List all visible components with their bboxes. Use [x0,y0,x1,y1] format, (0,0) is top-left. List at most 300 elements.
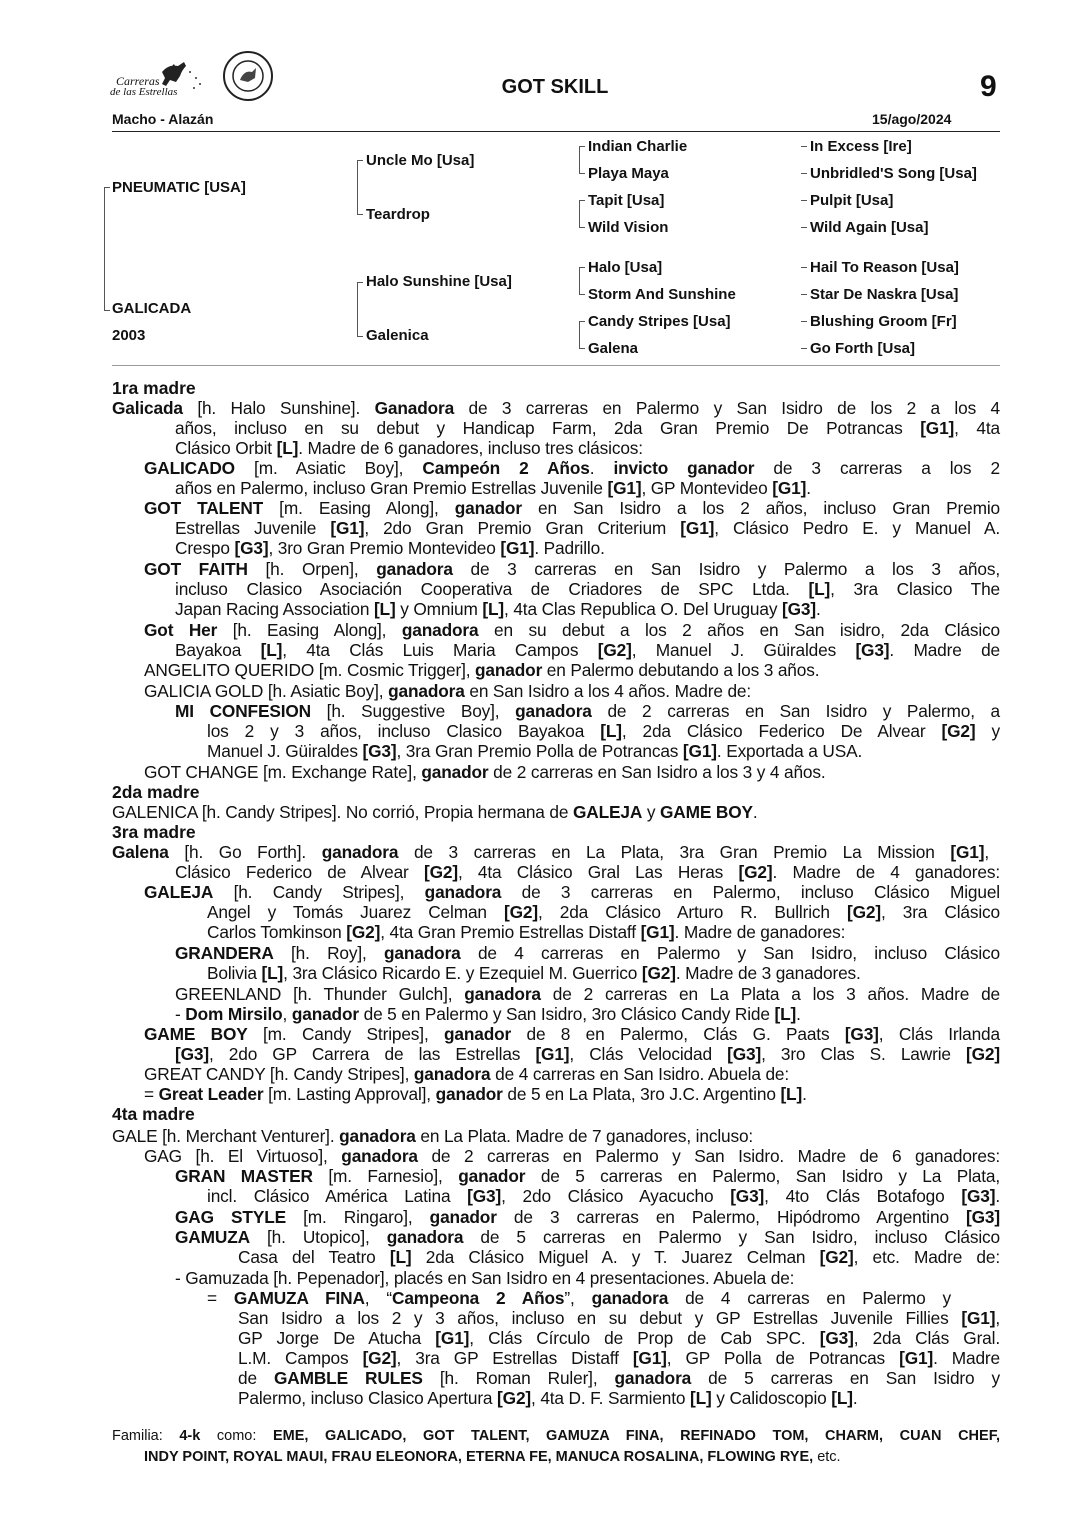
text-run: ganador [475,660,543,680]
text-run: [G1] [899,1348,934,1368]
text-run: [G1] [640,922,675,942]
text-run: 2da Clásico Miguel A. y T. Juarez Celman [411,1247,820,1267]
text-run: [G2] [346,922,381,942]
record-line [207,1288,951,1308]
horse-name: GOT SKILL [501,76,609,98]
dam-year: 2003 [112,327,146,344]
g4-3: Pulpit [Usa] [810,192,894,209]
text-run: 4-k [179,1428,201,1444]
text-run: incluso Clasico Asociación Cooperativa de Criadores de SPC Ltda. [175,579,809,599]
sex-color: Macho - Alazán [112,111,214,127]
text-run: en su debut a los 2 años en San isidro, 2da Clásico [478,620,1000,640]
text-run: GRANDERA [175,943,274,963]
g4-7: Blushing Groom [Fr] [810,313,957,330]
text-run: , Clás Irlanda [878,1024,1000,1044]
text-run: años, incluso en su debut y Handicap Farm, 2da Gran Premio De Potrancas [175,418,921,438]
text-run: [L] [482,599,505,619]
logo-subtext: de las Estrellas [110,86,178,98]
text-run: los 2 y 3 años, incluso Clasico Bayakoa [207,721,601,741]
text-run: [G1] [435,1328,470,1348]
text-run: , 4ta Clás Luis Maria Campos [282,640,598,660]
text-run: [G2] [504,902,538,922]
g4-8: Go Forth [Usa] [810,340,915,357]
text-run: [m. Asiatic Boy], [234,458,423,478]
record-line [175,1207,1000,1227]
record-line [238,1308,1000,1328]
text-run: [G3] [175,1044,209,1064]
text-run: ganadora [376,559,453,579]
sire: PNEUMATIC [USA] [112,179,246,196]
text-run: ganadora [341,1146,418,1166]
sire-dam: Teardrop [366,206,430,223]
section-1ra-madre: 1ra madre [112,378,196,398]
text-run: Carlos Tomkinson [207,922,347,942]
text-run: [m. Ringaro], [285,1207,430,1227]
record-line [144,620,1000,640]
record-line [144,1024,1000,1044]
text-run: [G2] [497,1388,532,1408]
record-line [207,902,1000,922]
g3-3: Tapit [Usa] [588,192,665,209]
text-run: [G2] [738,862,773,882]
text-run: de 3 carreras en Palermo y San Isidro de los 2 a los 4 [454,398,1000,418]
text-run: GALICADO [144,458,235,478]
g4-6: Star De Naskra [Usa] [810,286,959,303]
text-run: de 2 carreras en La Plata a los 3 años. Madre de [540,984,1000,1004]
record-line [175,701,1000,721]
text-run: de 4 carreras en Palermo y [668,1288,951,1308]
text-run: Angel y Tomás Juarez Celman [207,902,504,922]
text-run: etc. [813,1449,841,1465]
text-run: [G3] [467,1186,502,1206]
text-run: Palermo, incluso Clasico Apertura [238,1388,498,1408]
text-run: Bayakoa [175,640,261,660]
text-run: ganadora [614,1368,692,1388]
g3-5: Halo [Usa] [588,259,663,276]
record-line [175,438,643,458]
text-run: . Exportada a USA. [716,741,863,761]
dam-dam: Galenica [366,327,429,344]
record-line [144,1084,807,1104]
record-line [238,1368,1000,1388]
text-run: GAME BOY [144,1024,248,1044]
text-run: , 2da Clásico Federico De Alvear [621,721,942,741]
text-run: . [589,458,614,478]
text-run: [m. Candy Stripes], [247,1024,444,1044]
g3-7: Candy Stripes [Usa] [588,313,731,330]
text-run: [G2] [423,862,458,882]
record-line [175,984,1000,1004]
text-run: [m. Farnesio], [312,1166,459,1186]
record-line [144,498,1000,518]
text-run: [G1] [632,1348,667,1368]
text-run: de 3 carreras en Palermo, Hipódromo Argentino [496,1207,967,1227]
record-line [175,538,605,558]
text-run: [h. Roy], [273,943,385,963]
text-run: [G3] [730,1186,765,1206]
text-run: . [995,1186,1000,1206]
text-run: . Madre de 3 ganadores. [675,963,861,983]
text-run: ganador [443,1024,512,1044]
text-run: [h. Go Forth]. [168,842,322,862]
section-4ta-madre: 4ta madre [112,1104,195,1124]
text-run: en San Isidro a los 4 años. Madre de: [464,681,752,701]
text-run: , 4ta D. F. Sarmiento [531,1388,691,1408]
text-run: y [975,721,1000,741]
text-run: invicto ganador [613,458,755,478]
text-run: [L] [389,1247,412,1267]
text-run: . [815,599,821,619]
text-run: GAME BOY [660,802,753,822]
text-run: de 3 carreras en San Isidro y Palermo a los 3 años, [452,559,1000,579]
text-run: [L] [276,438,299,458]
text-run: GALE [h. Merchant Venturer]. [112,1126,340,1146]
text-run: - [175,1004,186,1024]
text-run: [L] [600,721,622,741]
record-line [175,1268,794,1288]
text-run: , 4to Clás Botafogo [764,1186,962,1206]
text-run: , etc. Madre de: [853,1247,1001,1267]
text-run: Got Her [144,620,218,640]
g4-2: Unbridled'S Song [Usa] [810,165,977,182]
record-line [112,1126,753,1146]
text-run: , 3ro Clas S. Lawrie [761,1044,967,1064]
text-run: [m. Lasting Approval], [263,1084,436,1104]
text-run: [G2] [819,1247,854,1267]
text-run: GAMUZA FINA [233,1288,365,1308]
text-run: en La Plata. Madre de 7 ganadores, incluso: [415,1126,754,1146]
g4-4: Wild Again [Usa] [810,219,929,236]
record-line [175,640,1000,660]
text-run: años en Palermo, incluso Gran Premio Estrellas Juvenile [175,478,608,498]
text-run: Ganadora [374,398,455,418]
text-run: [G1] [330,518,365,538]
text-run: [h. Suggestive Boy], [310,701,516,721]
text-run: , 3ra Clasico The [830,579,1000,599]
text-run: . Madre de 6 ganadores, incluso tres clásicos: [298,438,643,458]
g3-2: Playa Maya [588,165,669,182]
text-run: , GP Polla de Potrancas [666,1348,900,1368]
text-run: ganadora [591,1288,669,1308]
text-run: Great Leader [158,1084,264,1104]
text-run: Japan Racing Association [175,599,374,619]
text-run: [h. Easing Along], [217,620,402,640]
record-line [144,559,1000,579]
text-run: [h. Orpen], [247,559,377,579]
text-run: de 4 carreras en Palermo y San Isidro, incluso Clásico [460,943,1000,963]
text-run: ganador [291,1004,359,1024]
sire-sire: Uncle Mo [Usa] [366,152,475,169]
text-run: , 2do Gran Premio Gran Criterium [364,518,681,538]
text-run: ganadora [401,620,479,640]
record-line [207,741,862,761]
text-run: [G3] [966,1207,1000,1227]
record-line [175,518,1000,538]
text-run: [L] [780,1084,803,1104]
logo-text: Carreras [116,74,160,88]
text-run: , 4ta Gran Premio Estrellas Distaff [380,922,641,942]
text-run: = [207,1288,234,1308]
text-run: [G3] [727,1044,762,1064]
text-run: [G2] [597,640,632,660]
text-run: de 4 carreras en San Isidro. Abuela de: [490,1064,790,1084]
record-line [175,943,1000,963]
text-run: Estrellas Juvenile [175,518,331,538]
text-run: de 3 carreras en La Plata, 3ra Gran Premio La Mission [398,842,951,862]
text-run: , 4ta Clas Republica O. Del Uruguay [504,599,782,619]
text-run: [m. Easing Along], [263,498,455,518]
text-run: GAG [h. El Virtuoso], [144,1146,342,1166]
section-3ra-madre: 3ra madre [112,822,196,842]
text-run: GALEJA [144,882,214,902]
text-run: GAG STYLE [175,1207,286,1227]
record-line [175,599,821,619]
text-run: [h. Roman Ruler], [422,1368,615,1388]
text-run: de 5 carreras en Palermo y San Isidro, incluso Clásico [463,1227,1000,1247]
text-run: [G1] [950,842,985,862]
text-run: [L] [808,579,831,599]
text-run: ganadora [413,1064,491,1084]
g3-8: Galena [588,340,639,357]
record-line [175,862,1000,882]
record-line [144,458,1000,478]
text-run: Manuel J. Güiraldes [207,741,363,761]
text-run: GP Jorge De Atucha [238,1328,436,1348]
text-run: GREENLAND [h. Thunder Gulch], [175,984,465,1004]
text-run: Bolivia [207,963,262,983]
text-run: [L] [260,640,283,660]
text-run: , 3ra Clásico Ricardo E. y Ezequiel M. Guerrico [283,963,642,983]
text-run: Clásico Orbit [175,438,277,458]
text-run: [G3] [362,741,397,761]
text-run: de 5 carreras en San Isidro y [691,1368,1000,1388]
text-run: de 2 carreras en San Isidro y Palermo, a [591,701,1001,721]
text-run: , 3ro Gran Premio Montevideo [268,538,501,558]
family-line [144,1449,841,1465]
text-run: , 2do GP Carrera de las Estrellas [208,1044,536,1064]
text-run: MI CONFESION [175,701,311,721]
record-line [112,802,758,822]
record-line [207,721,1000,741]
text-run: ganador [435,1084,503,1104]
g4-5: Hail To Reason [Usa] [810,259,959,276]
text-run: GOT TALENT [144,498,264,518]
record-line [144,660,819,680]
text-run: Galicada [112,398,183,418]
text-run: . [852,1388,858,1408]
text-run: ganadora [386,1227,464,1247]
text-run: de 2 carreras en San Isidro a los 3 y 4 años. [488,762,826,782]
text-run: Campeona 2 Años [391,1288,565,1308]
text-run: incl. Clásico América Latina [207,1186,468,1206]
text-run: ganadora [515,701,592,721]
text-run: [G2] [362,1348,397,1368]
sale-date: 15/ago/2024 [872,111,952,127]
text-run: , Clásico Pedro E. y Manuel A. [714,518,1000,538]
text-run: , 4ta [954,418,1000,438]
text-run: Familia: [112,1428,180,1444]
text-run: [G3] [844,1024,879,1044]
text-run: GOT CHANGE [m. Exchange Rate], [144,762,422,782]
text-run: Galena [112,842,169,862]
text-run: L.M. Campos [238,1348,363,1368]
text-run: ganadora [424,882,502,902]
text-run: ganadora [339,1126,416,1146]
text-run: INDY POINT, ROYAL MAUI, FRAU ELEONORA, ETERNA FE, MANUCA ROSALINA, FLOWING RYE, [144,1449,814,1465]
text-run: ”, [564,1288,592,1308]
text-run: , 2do Clásico Ayacucho [501,1186,731,1206]
family-line [112,1428,1000,1444]
text-run: ganador [454,498,522,518]
text-run: de 8 en Palermo, Clás G. Paats [511,1024,845,1044]
record-line [238,1328,1000,1348]
text-run: San Isidro a los 2 y 3 años, incluso en su debut y GP Estrellas Juvenile Fillies [238,1308,962,1328]
text-run: - Gamuzada [h. Pepenador], placés en San Isidro en 4 presentaciones. Abuela de: [175,1268,795,1288]
text-run: GRAN MASTER [175,1166,313,1186]
text-run: ganadora [384,943,461,963]
record-line [175,1004,801,1024]
text-run: , GP Montevideo [641,478,773,498]
text-run: EME, GALICADO, GOT TALENT, GAMUZA FINA, REFINADO TOM, CHARM, CUAN CHEF, [272,1428,1000,1444]
text-run: ganador [458,1166,526,1186]
record-line [175,478,811,498]
dam-sire: Halo Sunshine [Usa] [366,273,512,290]
text-run: ganador [429,1207,497,1227]
text-run: como: [200,1428,273,1444]
g4-1: In Excess [Ire] [810,138,912,155]
header-divider [112,131,1000,132]
text-run: ANGELITO QUERIDO [m. Cosmic Trigger], [144,660,476,680]
record-line [238,1247,1000,1267]
text-run: ganadora [321,842,399,862]
text-run: de 5 en Palermo y San Isidro, 3ro Clásico Candy Ride [358,1004,775,1024]
record-line [144,681,751,701]
record-line [144,1146,1000,1166]
record-line [144,1064,789,1084]
text-run: [G2] [641,963,676,983]
text-run: en San Isidro a los 2 años, incluso Gran Premio [521,498,1000,518]
text-run: GALEJA [573,802,643,822]
section-2da-madre: 2da madre [112,782,200,802]
record-line [175,1166,1000,1186]
text-run: , [995,1308,1000,1328]
g3-1: Indian Charlie [588,138,688,155]
record-line [207,963,861,983]
text-run: [L] [690,1388,712,1408]
text-run: , 2da Clás Gral. [853,1328,1000,1348]
text-run: Casa del Teatro [238,1247,390,1267]
text-run: . Madre de 4 ganadores: [772,862,1000,882]
text-run: . [796,1004,801,1024]
text-run: . [752,802,758,822]
text-run: de 5 en La Plata, 3ro J.C. Argentino [502,1084,781,1104]
text-run: [G1] [535,1044,570,1064]
text-run: , 3ra Gran Premio Polla de Potrancas [396,741,683,761]
text-run: [G1] [607,478,642,498]
text-run: . [802,1084,807,1104]
text-run: de 2 carreras en Palermo y San Isidro. Madre de 6 ganadores: [417,1146,1000,1166]
record-line [175,1044,1000,1064]
text-run: Campeón 2 Años [422,458,590,478]
text-run: [G1] [772,478,807,498]
text-run: [G1] [500,538,535,558]
text-run: . Madre [933,1348,1000,1368]
text-run: [G3] [234,538,269,558]
text-run: , [282,1004,292,1024]
lot-number: 9 [980,70,997,103]
record-line [175,579,1000,599]
text-run: ganadora [464,984,541,1004]
dam: GALICADA [112,300,192,317]
text-run: [G1] [920,418,955,438]
text-run: [h. Utopico], [249,1227,387,1247]
text-run: de 3 carreras a los 2 [754,458,1000,478]
text-run: . [806,478,811,498]
text-run: y Omnium [395,599,483,619]
text-run: [L] [373,599,396,619]
text-run: de [238,1368,274,1388]
text-run: . Padrillo. [534,538,605,558]
text-run: . Madre de [889,640,1000,660]
record-line [175,1227,1000,1247]
text-run: [G2] [941,721,976,741]
record-line [238,1348,1000,1368]
text-run: GREAT CANDY [h. Candy Stripes], [144,1064,414,1084]
text-run: GOT FAITH [144,559,248,579]
record-line [144,762,826,782]
record-line [144,882,1000,902]
text-run: , 2da Clásico Arturo R. Bullrich [537,902,847,922]
text-run: , Clás Velocidad [569,1044,728,1064]
text-run: . Madre de ganadores: [674,922,846,942]
text-run: en Palermo debutando a los 3 años. [542,660,820,680]
text-run: y [642,802,660,822]
text-run: Dom Mirsilo [185,1004,283,1024]
text-run: [G1] [682,741,717,761]
g3-6: Storm And Sunshine [588,286,736,303]
text-run: GAMUZA [175,1227,250,1247]
text-run: ganadora [388,681,465,701]
record-line [112,842,989,862]
text-run: [L] [831,1388,853,1408]
text-run: GALICIA GOLD [h. Asiatic Boy], [144,681,389,701]
text-run: , Clás Círculo de Prop de Cab SPC. [469,1328,820,1348]
text-run: [L] [774,1004,797,1024]
text-run: , Manuel J. Güiraldes [631,640,856,660]
text-run: [G2] [847,902,881,922]
text-run: [G3] [819,1328,854,1348]
text-run: [G3] [782,599,816,619]
text-run: , 3ra Clásico [880,902,1001,922]
text-run: [h. Candy Stripes], [213,882,425,902]
pedigree-divider [112,365,1000,366]
text-run: , “ [364,1288,392,1308]
text-run: de 5 carreras en Palermo, San Isidro y La Plata, [525,1166,1001,1186]
record-line [207,922,845,942]
text-run: , 4ta Clásico Gral Las Heras [457,862,739,882]
record-line [238,1388,858,1408]
text-run: GAMBLE RULES [273,1368,423,1388]
text-run: = [144,1084,159,1104]
text-run: GALENICA [h. Candy Stripes]. No corrió, Propia hermana de [112,802,573,822]
record-line [175,418,1000,438]
text-run: y Calidoscopio [711,1388,832,1408]
text-run: [h. Halo Sunshine]. [182,398,375,418]
text-run: Clásico Federico de Alvear [175,862,424,882]
text-run: Crespo [175,538,235,558]
text-run: [G3] [855,640,890,660]
record-line [112,398,1000,418]
